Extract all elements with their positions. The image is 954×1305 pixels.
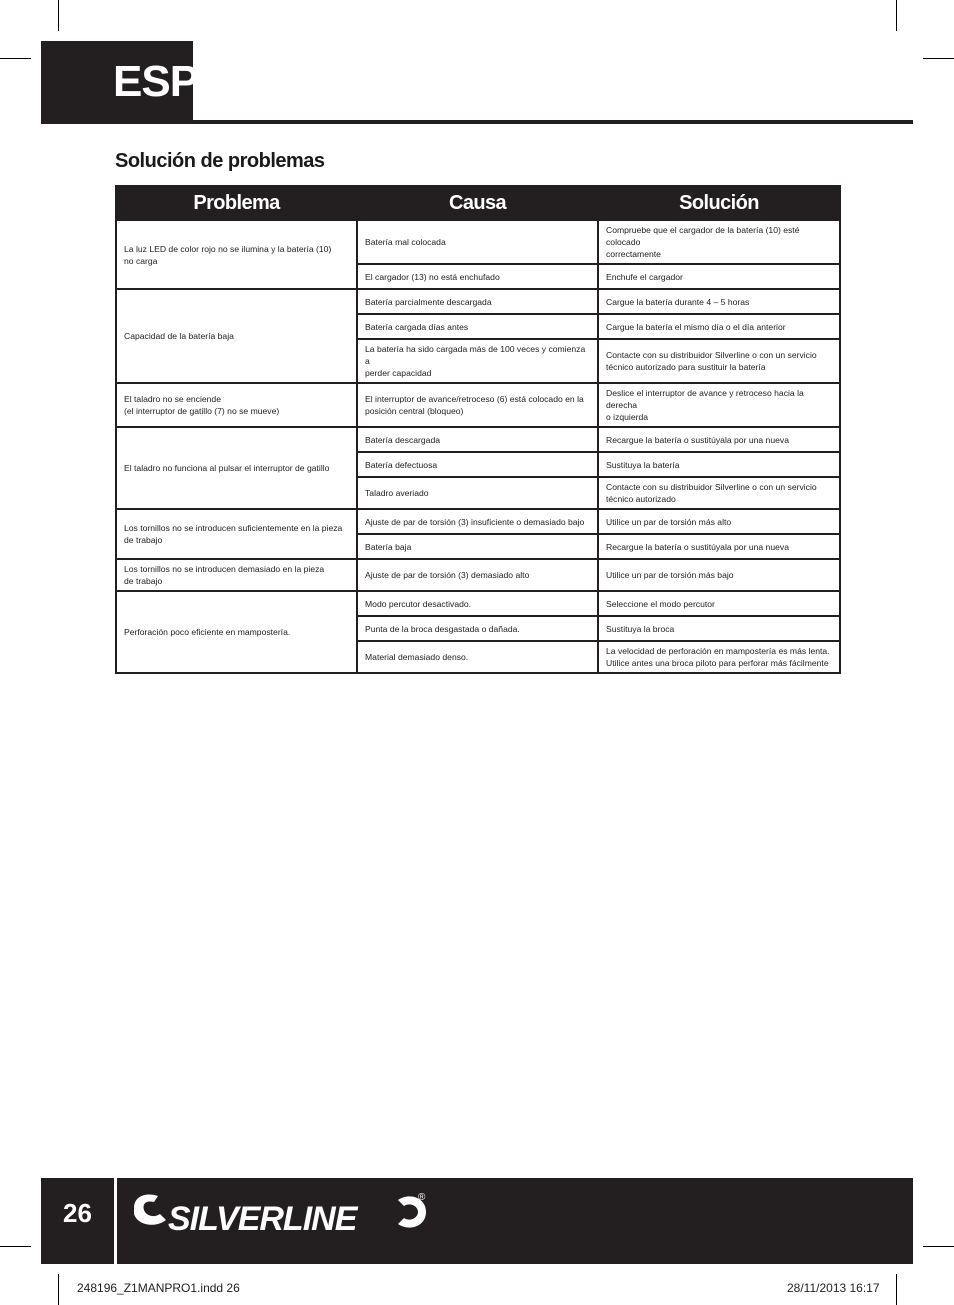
table-row <box>116 509 840 534</box>
solution-cell: Recargue la batería o sustitúyala por una nueva <box>598 427 840 452</box>
crop-mark <box>58 1274 59 1305</box>
problem-cell: El taladro no se enciende (el interruptor de gatillo (7) no se mueve) <box>116 383 357 427</box>
solution-cell: Contacte con su distribuidor Silverline o con un servicio técnico autorizado <box>598 477 840 509</box>
table-row <box>116 220 840 264</box>
cause-cell: Ajuste de par de torsión (3) insuficiente o demasiado bajo <box>357 509 598 534</box>
solution-cell: Deslice el interruptor de avance y retroceso hacia la derecha o izquierda <box>598 383 840 427</box>
date-slug: 28/11/2013 16:17 <box>787 1281 880 1295</box>
crop-mark <box>58 0 59 31</box>
table-row <box>116 383 840 427</box>
crop-mark <box>923 1246 954 1247</box>
section-title: Solución de problemas <box>115 150 325 172</box>
cause-cell: Batería baja <box>357 534 598 559</box>
crop-mark <box>0 1246 31 1247</box>
solution-cell: Compruebe que el cargador de la batería (10) esté colocado correctamente <box>598 220 840 264</box>
cause-cell: El interruptor de avance/retroceso (6) está colocado en la posición central (bloqueo) <box>357 383 598 427</box>
solution-cell: Seleccione el modo percutor <box>598 591 840 616</box>
problem-cell: La luz LED de color rojo no se ilumina y la batería (10) no carga <box>116 220 357 289</box>
header-solution: Solución <box>598 186 840 220</box>
solution-cell: Recargue la batería o sustitúyala por una nueva <box>598 534 840 559</box>
table-body <box>116 220 840 673</box>
cause-cell: Punta de la broca desgastada o dañada. <box>357 616 598 641</box>
troubleshooting-table <box>115 185 841 674</box>
cause-cell: Batería cargada días antes <box>357 314 598 339</box>
crop-mark <box>896 0 897 31</box>
solution-cell: Cargue la batería el mismo día o el día anterior <box>598 314 840 339</box>
solution-cell: Utilice un par de torsión más bajo <box>598 559 840 591</box>
cause-cell: Batería mal colocada <box>357 220 598 264</box>
footer-divider <box>114 1178 117 1264</box>
solution-cell: Cargue la batería durante 4 – 5 horas <box>598 289 840 314</box>
wrench-left-icon <box>134 1195 166 1225</box>
problem-cell: El taladro no funciona al pulsar el interruptor de gatillo <box>116 427 357 509</box>
solution-cell: Sustituya la batería <box>598 452 840 477</box>
cause-cell: Batería descargada <box>357 427 598 452</box>
problem-cell: Los tornillos no se introducen demasiado en la pieza de trabajo <box>116 559 357 591</box>
header-rule <box>41 120 913 124</box>
problem-cell: Los tornillos no se introducen suficientemente en la pieza de trabajo <box>116 509 357 559</box>
header-cause: Causa <box>357 186 598 220</box>
cause-cell: Batería parcialmente descargada <box>357 289 598 314</box>
problem-cell: Perforación poco eficiente en mampostería. <box>116 591 357 673</box>
table-row <box>116 559 840 591</box>
solution-cell: Enchufe el cargador <box>598 264 840 289</box>
solution-cell: Sustituya la broca <box>598 616 840 641</box>
file-slug: 248196_Z1MANPRO1.indd 26 <box>77 1281 240 1295</box>
table-row <box>116 289 840 314</box>
cause-cell: Modo percutor desactivado. <box>357 591 598 616</box>
solution-cell: La velocidad de perforación en mampostería es más lenta. Utilice antes una broca piloto para perforar más fácilmente <box>598 641 840 673</box>
table-row <box>116 427 840 452</box>
table-row <box>116 591 840 616</box>
crop-mark <box>0 58 31 59</box>
crop-mark <box>896 1274 897 1305</box>
table-header-row <box>116 186 840 220</box>
page-number: 26 <box>63 1198 92 1228</box>
solution-cell: Utilice un par de torsión más alto <box>598 509 840 534</box>
cause-cell: Material demasiado denso. <box>357 641 598 673</box>
cause-cell: La batería ha sido cargada más de 100 veces y comienza a perder capacidad <box>357 339 598 383</box>
cause-cell: Batería defectuosa <box>357 452 598 477</box>
crop-mark <box>923 58 954 59</box>
problem-cell: Capacidad de la batería baja <box>116 289 357 383</box>
language-tab: ESP <box>41 41 193 123</box>
cause-cell: Taladro averiado <box>357 477 598 509</box>
solution-cell: Contacte con su distribuidor Silverline o con un servicio técnico autorizado para sustituir la batería <box>598 339 840 383</box>
registered-mark: ® <box>418 1192 426 1203</box>
cause-cell: Ajuste de par de torsión (3) demasiado alto <box>357 559 598 591</box>
brand-name: SILVERLINE <box>168 1200 357 1238</box>
cause-cell: El cargador (13) no está enchufado <box>357 264 598 289</box>
silverline-logo <box>130 1186 430 1246</box>
header-problem: Problema <box>116 186 357 220</box>
